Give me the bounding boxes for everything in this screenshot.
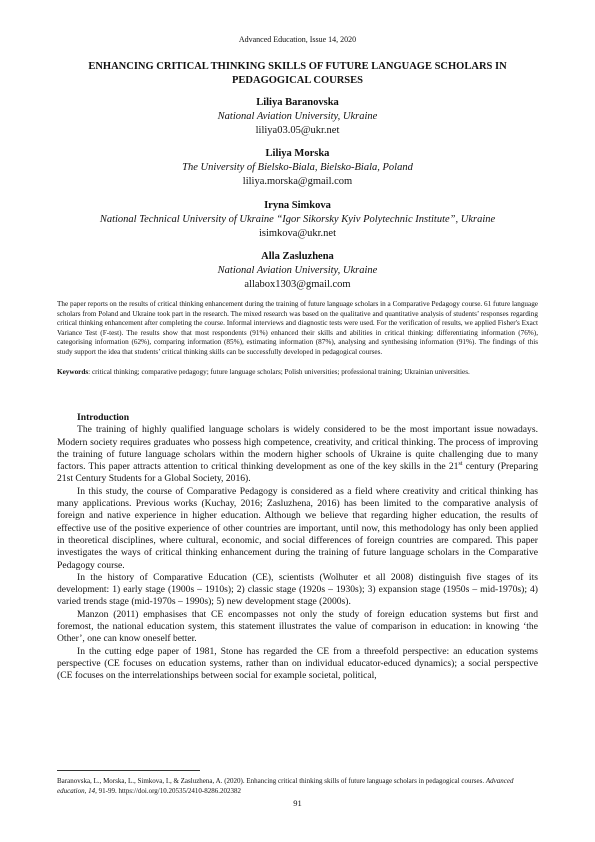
paragraph-2: In this study, the course of Comparative Pedagogy is considered as a field where creativity and critical thinking has many applications. Previous works (Kuchay, 2016; Zasluzhena, 2016) has been limited to the comparative analysis of foreign and native experience in higher education. Although we believe that regarding higher education, the results of effective use of the positive experience of other countries are important, until now, this methodology has only been applied in theoretical disciplines, where cultural, economic, and social differences of foreign countries are compared. This paper investigates the ways of critical thinking enhancement during the training of future language scholars in the Comparative Pedagogy course. <box>57 485 538 571</box>
author-name: Alla Zasluzhena <box>261 251 334 262</box>
footnote-divider <box>57 770 200 771</box>
author-affiliation: National Aviation University, Ukraine <box>217 111 378 122</box>
keywords-list: : critical thinking; comparative pedagogy; future language scholars; Polish universities; professional training; Ukrainian universities. <box>88 368 470 376</box>
author-affiliation: The University of Bielsko-Biala, Bielsko-Biala, Poland <box>182 162 413 173</box>
paragraph-5: In the cutting edge paper of 1981, Stone has regarded the CE from a threefold perspective: an education systems perspective (CE focuses on education systems, rather than on individual educator-educed dynamics); a social perspective (CE focuses on the interrelationships between social for example societal, political, <box>57 645 538 682</box>
page-number: 91 <box>293 798 302 808</box>
author-name: Iryna Simkova <box>264 200 331 211</box>
superscript-st: st <box>458 461 463 467</box>
author-email[interactable]: allabox1303@gmail.com <box>244 279 351 290</box>
citation-footnote <box>57 776 538 796</box>
paragraph-3: In the history of Comparative Education (CE), scientists (Wolhuter et all 2008) distinguish five stages of its development: 1) early stage (1900s – 1910s); 2) classic stage (1920s – 1930s); 3) expansion stage (1950s – mid-1970s); 4) varied trends stage (mid-1970s – 1990s); 5) new development stage (2000s). <box>57 571 538 608</box>
author-affiliation: National Aviation University, Ukraine <box>217 265 378 276</box>
paragraph-1-text: The training of highly qualified language scholars is widely considered to be the most important issue nowadays. Modern society requires graduates who possess high competence, creativity, and critical thinking. The process of improving the training of future language scholars within the modern higher schools of Ukraine is quite challenging due to many factors. This paper attracts attention to critical thinking development as one of the key skills in the 21 <box>57 424 538 473</box>
author-block-1 <box>40 96 555 138</box>
section-heading-introduction: Introduction <box>77 412 130 423</box>
keywords-label: Keywords <box>57 368 89 376</box>
paragraph-4: Manzon (2011) emphasises that CE encompasses not only the study of foreign education systems but first and foremost, the national education system, this statement illustrates the value of comparison in education: in knowing ‘the Other’, one can know oneself better. <box>57 608 538 645</box>
footnote-text: Baranovska, L., Morska, L., Simkova, I., & Zasluzhena, A. (2020). Enhancing critical thinking skills of future language scholars in pedagogical courses. <box>57 777 486 785</box>
author-name: Liliya Baranovska <box>256 97 339 108</box>
author-block-2 <box>40 147 555 189</box>
author-name: Liliya Morska <box>265 148 330 159</box>
author-block-3 <box>40 199 555 241</box>
author-email[interactable]: liliya03.05@ukr.net <box>255 125 340 136</box>
author-email[interactable]: liliya.morska@gmail.com <box>242 176 353 187</box>
author-affiliation: National Technical University of Ukraine “Igor Sikorsky Kyiv Polytechnic Institute”, Ukraine <box>99 214 496 225</box>
paper-title: ENHANCING CRITICAL THINKING SKILLS OF FUTURE LANGUAGE SCHOLARS IN PEDAGOGICAL COURSES <box>88 61 507 86</box>
footnote-journal: Advanced education, 14 <box>57 777 514 795</box>
footnote-doi[interactable]: , 91-99. https://doi.org/10.20535/2410-8286.202382 <box>95 787 242 795</box>
paragraph-1 <box>57 424 538 485</box>
paragraph-1-text-end: century (Preparing 21st Century Students for a Global Society, 2016). <box>57 461 538 485</box>
author-email[interactable]: isimkova@ukr.net <box>258 228 337 239</box>
keywords <box>57 368 538 378</box>
body-text <box>57 412 538 683</box>
abstract: The paper reports on the results of critical thinking enhancement during the training of future language scholars in a Comparative Pedagogy course. 61 future language scholars from Poland and Ukraine took part in the research. The mixed research was based on the qualitative and quantitative analysis of students’ responses regarding critical thinking enhancement after completing the course. Informal interviews and diagnostic tests were used. For the verification of results, we applied Fisher's Exact Variance Test (F-test). The results show that most respondents (91%) enhanced their skills and abilities in critical thinking: differentiating information (76%), categorising information (62%), comparing information (85%), estimating information (87%), analysing and synthesising information (91%). The findings of this study support the idea that students’ critical thinking skills can be successfully developed in pedagogical courses. <box>57 300 538 356</box>
running-header: Advanced Education, Issue 14, 2020 <box>238 35 357 44</box>
author-block-4 <box>40 250 555 292</box>
